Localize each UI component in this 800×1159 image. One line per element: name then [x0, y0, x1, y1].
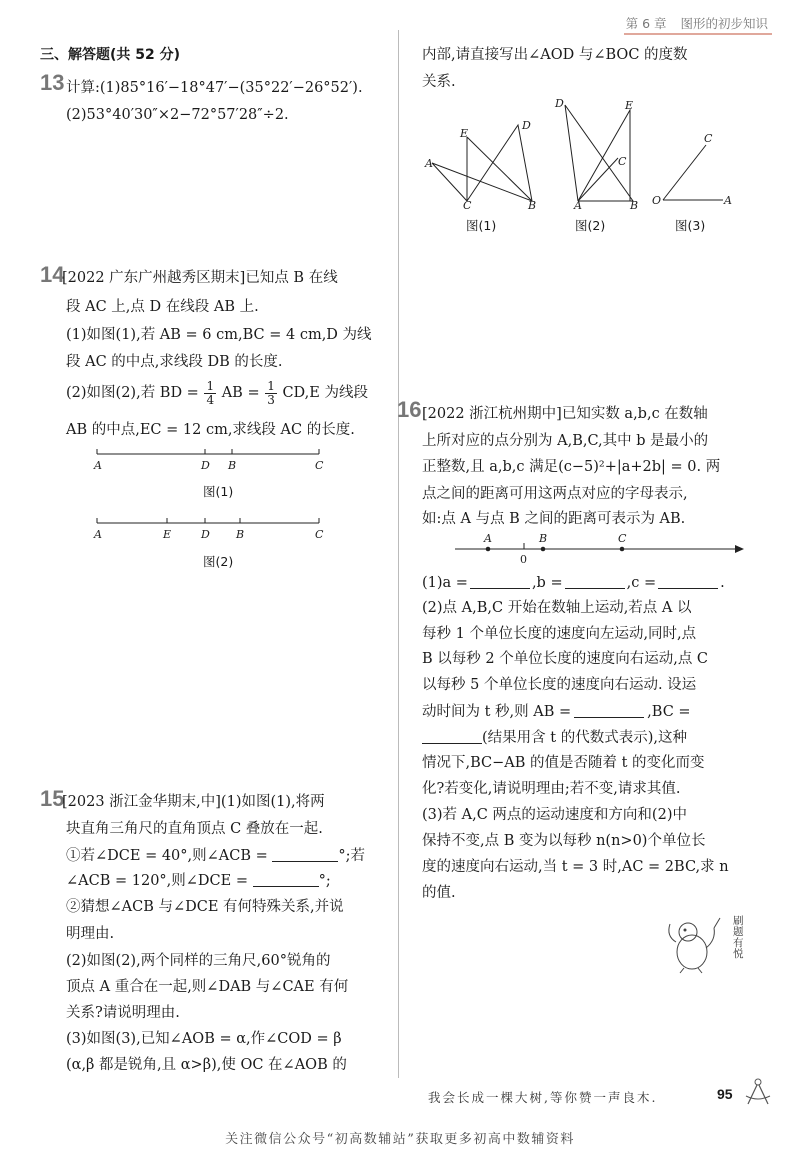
answer-blank[interactable]	[272, 848, 338, 862]
q14-line-5	[66, 380, 368, 406]
q16-part-1-d: .	[720, 575, 725, 591]
q15-line-5: ②猜想∠ACB 与∠DCE 有何特殊关系,并说	[66, 899, 344, 915]
chapter-number: 第 6 章	[625, 16, 667, 31]
q15-figure-3-angle	[648, 120, 748, 210]
q14-line-2: 段 AC 上,点 D 在线段 AB 上.	[66, 299, 259, 315]
answer-blank[interactable]	[422, 730, 482, 744]
q16-part-1-a: (1)a =	[422, 575, 468, 591]
q16-line-p10: (3)若 A,C 两点的运动速度和方向和(2)中	[422, 807, 687, 823]
q16-line-p7	[422, 730, 687, 746]
q15-line-2: 块直角三角尺的直角顶点 C 叠放在一起.	[66, 821, 323, 837]
denominator: 4	[206, 392, 215, 407]
q16-line-p7-text: (结果用含 t 的代数式表示),这种	[482, 730, 687, 746]
column-divider	[398, 30, 399, 1078]
q16-part-1	[422, 575, 725, 591]
answer-blank[interactable]	[658, 575, 718, 589]
q15-continued-line-2: 关系.	[422, 74, 456, 90]
point-label: C	[618, 532, 627, 545]
q15-line-7: (2)如图(2),两个同样的三角尺,60°锐角的	[66, 953, 331, 969]
vertex-label: E	[625, 99, 634, 112]
chapter-topic: 图形的初步知识	[680, 16, 768, 31]
q15-line-8: 顶点 A 重合在一起,则∠DAB 与∠CAE 有何	[66, 979, 349, 995]
q13-line-1: 计算:(1)85°16′−18°47′−(35°22′−26°52′).	[66, 80, 363, 96]
page-number: 95	[717, 1086, 733, 1102]
q14-figure-1-segment	[85, 444, 335, 474]
point-label: D	[201, 459, 210, 472]
q16-line-p5: 以每秒 5 个单位长度的速度向右运动. 设运	[422, 677, 697, 693]
q15-line-4	[66, 873, 331, 889]
vertex-label: A	[574, 199, 582, 210]
footer-notice: 关注微信公众号“初高数辅站”获取更多初高中数辅资料	[225, 1132, 575, 1147]
q14-line-4: 段 AC 的中点,求线段 DB 的长度.	[66, 354, 283, 370]
q15-continued-line-1: 内部,请直接写出∠AOD 与∠BOC 的度数	[422, 47, 688, 63]
vertex-label: O	[652, 194, 662, 207]
q16-line-3: 正整数,且 a,b,c 满足(c−5)²+|a+2b| = 0. 两	[422, 459, 721, 475]
point-label: D	[201, 528, 210, 541]
q14-line-1: [2022 广东广州越秀区期末]已知点 B 在线	[62, 270, 338, 286]
q16-number-line	[450, 532, 750, 568]
vertex-label: C	[463, 199, 472, 210]
q14-figure-1-caption: 图(1)	[203, 484, 234, 499]
motto-slogan: 我会长成一棵大树,等你赞一声良木.	[428, 1090, 658, 1105]
vertex-label: D	[522, 119, 531, 132]
q15-line-1: [2023 浙江金华期末,中](1)如图(1),将两	[62, 794, 325, 810]
point-label: C	[315, 528, 324, 541]
vertex-label: A	[425, 157, 433, 170]
question-16-number: 16	[397, 397, 422, 422]
answer-blank[interactable]	[470, 575, 530, 589]
answer-blank[interactable]	[253, 873, 319, 887]
q14-line-6: AB 的中点,EC = 12 cm,求线段 AC 的长度.	[66, 422, 355, 438]
q14-line-5-part-c: CD,E 为线段	[282, 385, 368, 402]
q15-line-3-part-b: °;若	[338, 848, 366, 864]
q14-line-5-part-a: (2)如图(2),若 BD =	[66, 385, 199, 402]
q16-line-1: [2022 浙江杭州期中]已知实数 a,b,c 在数轴	[422, 406, 708, 422]
point-label: A	[94, 459, 102, 472]
q16-line-p4: B 以每秒 2 个单位长度的速度向右运动,点 C	[422, 651, 709, 667]
q16-line-p6	[422, 704, 691, 720]
denominator: 3	[267, 392, 275, 407]
q16-line-p6-a: 动时间为 t 秒,则 AB =	[422, 704, 572, 720]
question-14-number: 14	[40, 262, 65, 287]
q14-line-5-part-b: AB =	[221, 385, 260, 402]
origin-label: 0	[520, 553, 527, 566]
vertex-label: E	[460, 127, 469, 140]
chapter-header	[626, 14, 768, 32]
q15-figure-1-caption: 图(1)	[466, 218, 497, 233]
numerator: 1	[267, 379, 275, 393]
q16-line-p11: 保持不变,点 B 变为以每秒 n(n>0)个单位长	[422, 833, 706, 849]
q16-line-p13: 的值.	[422, 885, 456, 901]
question-13-number: 13	[40, 70, 65, 95]
mascot-illustration	[658, 910, 763, 975]
q16-line-p3: 每秒 1 个单位长度的速度向左运动,同时,点	[422, 626, 697, 642]
q16-line-p12: 度的速度向右运动,当 t = 3 时,AC = 2BC,求 n	[422, 859, 729, 875]
section-title: 三、解答题(共 52 分)	[40, 47, 181, 63]
q16-line-5: 如:点 A 与点 B 之间的距离可表示为 AB.	[422, 511, 686, 527]
vertex-label: A	[724, 194, 732, 207]
q16-line-p6-b: ,BC =	[647, 704, 691, 720]
vertex-label: C	[704, 132, 713, 145]
vertex-label: C	[618, 155, 627, 168]
q14-figure-2-segment	[85, 513, 335, 543]
q16-part-1-c: ,c =	[626, 575, 657, 591]
q14-line-3: (1)如图(1),若 AB = 6 cm,BC = 4 cm,D 为线	[66, 327, 372, 343]
mascot-caption: 刷题有悦	[733, 915, 744, 960]
q15-line-4-part-a: ∠ACB = 120°,则∠DCE =	[66, 873, 248, 889]
q15-figure-1-triangles	[422, 95, 542, 210]
point-label: B	[236, 528, 245, 541]
q15-line-3-part-a: ①若∠DCE = 40°,则∠ACB =	[66, 848, 268, 864]
q16-line-p2: (2)点 A,B,C 开始在数轴上运动,若点 A 以	[422, 600, 692, 616]
q15-figure-3-caption: 图(3)	[675, 218, 706, 233]
vertex-label: B	[528, 199, 537, 210]
fraction-one-quarter	[204, 380, 216, 406]
answer-blank[interactable]	[574, 704, 644, 718]
q16-line-2: 上所对应的点分别为 A,B,C,其中 b 是最小的	[422, 433, 709, 449]
q16-line-4: 点之间的距离可用这两点对应的字母表示,	[422, 486, 688, 502]
point-label: B	[228, 459, 237, 472]
point-label: A	[94, 528, 102, 541]
vertex-label: D	[555, 97, 564, 110]
q15-line-11: (α,β 都是锐角,且 α>β),使 OC 在∠AOB 的	[66, 1057, 347, 1073]
compass-icon	[740, 1076, 776, 1108]
q16-line-p9: 化?若变化,请说明理由;若不变,请求其值.	[422, 781, 681, 797]
q15-line-10: (3)如图(3),已知∠AOB = α,作∠COD = β	[66, 1031, 342, 1047]
q15-line-3	[66, 848, 365, 864]
q14-figure-2-caption: 图(2)	[203, 554, 234, 569]
point-label: B	[539, 532, 548, 545]
vertex-label: B	[630, 199, 639, 210]
q16-part-1-b: ,b =	[531, 575, 563, 591]
q15-figure-2-caption: 图(2)	[575, 218, 606, 233]
q13-line-2: (2)53°40′30″×2−72°57′28″÷2.	[66, 107, 289, 123]
q15-line-4-part-b: °;	[318, 873, 331, 889]
point-label: E	[163, 528, 172, 541]
fraction-one-third	[265, 380, 277, 406]
q16-line-p8: 情况下,BC−AB 的值是否随着 t 的变化而变	[422, 755, 705, 771]
point-label: A	[484, 532, 492, 545]
q15-figure-2-triangles	[545, 95, 645, 210]
point-label: C	[315, 459, 324, 472]
q15-line-6: 明理由.	[66, 926, 115, 942]
answer-blank[interactable]	[565, 575, 625, 589]
numerator: 1	[206, 379, 215, 393]
question-15-number: 15	[40, 786, 65, 811]
q15-line-9: 关系?请说明理由.	[66, 1005, 180, 1021]
